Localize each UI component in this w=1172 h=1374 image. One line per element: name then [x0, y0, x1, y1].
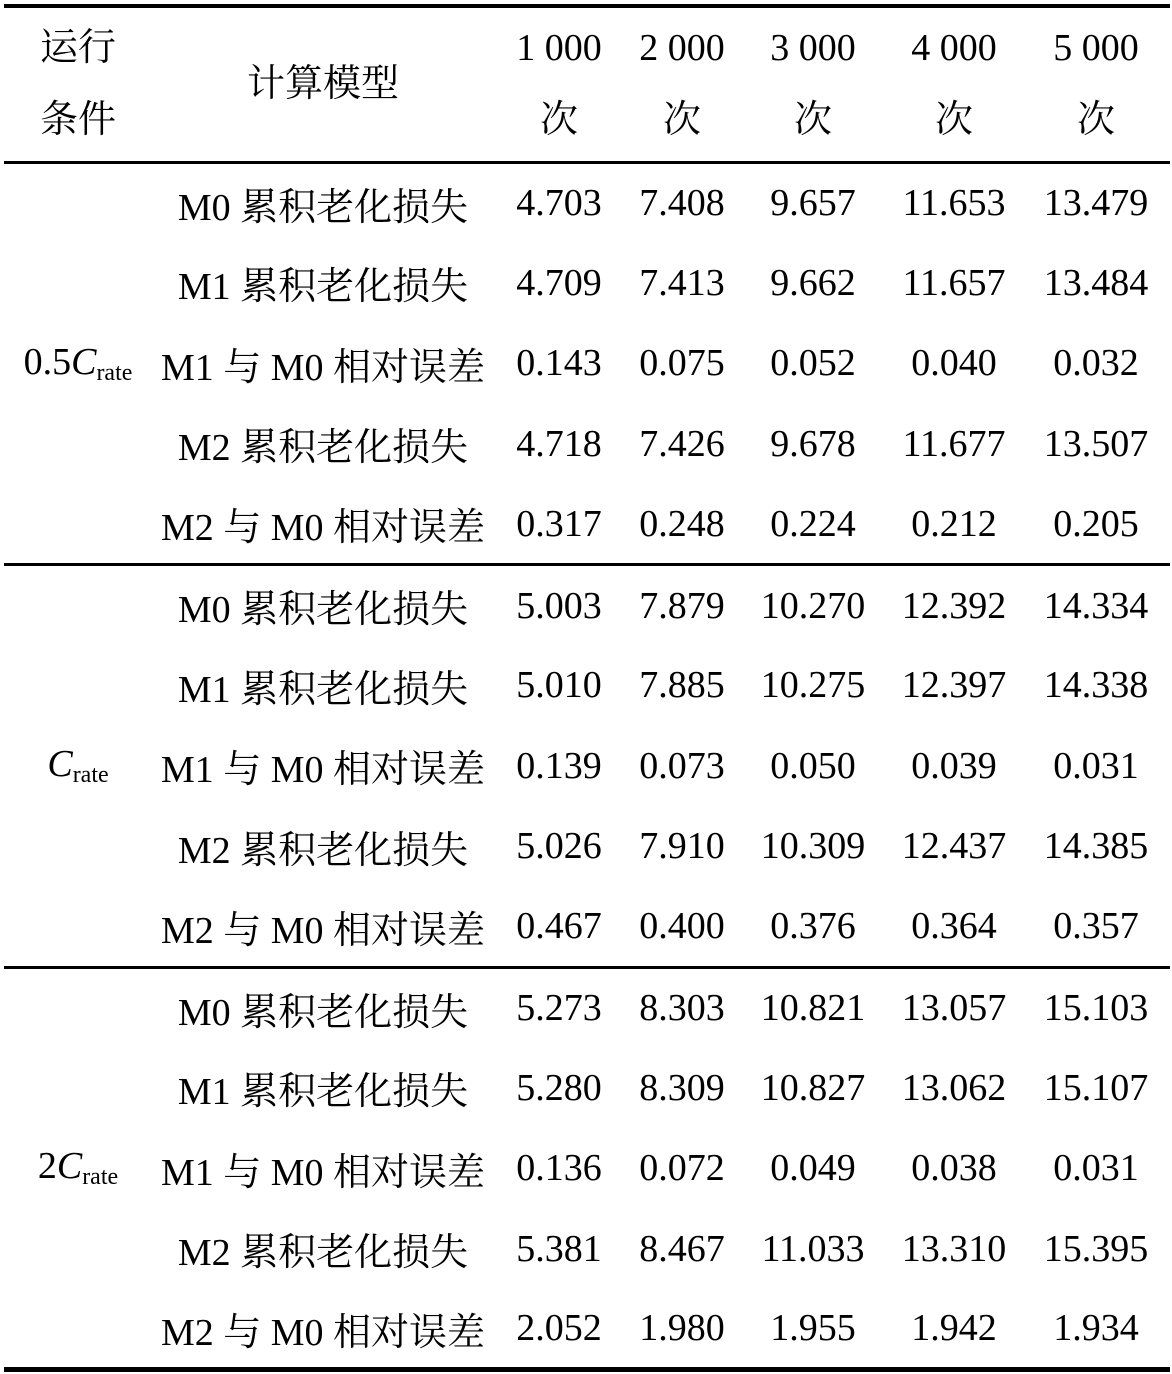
model-cell: M2 与 M0 相对误差 [160, 909, 486, 952]
header-cycle-4000: 4 000 次 [911, 27, 997, 142]
value-cell: 0.073 [639, 744, 725, 787]
value-cell: 7.885 [639, 664, 725, 707]
model-cell: M0 累积老化损失 [177, 991, 469, 1034]
value-cell: 11.653 [902, 182, 1006, 224]
value-cell: 10.821 [760, 987, 866, 1029]
value-cell: 12.392 [901, 584, 1007, 627]
value-cell: 13.310 [901, 1227, 1007, 1270]
value-cell: 4.703 [516, 182, 602, 224]
value-cell: 0.031 [1053, 1147, 1139, 1190]
condition-cell: $C_{rate}$ [47, 743, 109, 789]
value-cell: 15.103 [1043, 987, 1149, 1029]
table-row [4, 887, 1170, 968]
model-cell: M1 累积老化损失 [177, 1071, 469, 1114]
model-cell: M1 与 M0 相对误差 [160, 749, 486, 792]
value-cell: 0.205 [1053, 502, 1139, 545]
value-cell: 14.338 [1043, 664, 1149, 707]
value-cell: 0.224 [770, 502, 856, 545]
model-cell: M0 累积老化损失 [177, 186, 469, 229]
table-header [4, 6, 1170, 162]
table-row [4, 1048, 1170, 1129]
value-cell: 2.052 [516, 1307, 602, 1349]
value-cell: 9.657 [770, 182, 856, 224]
value-cell: 0.364 [911, 905, 997, 947]
model-cell: M2 累积老化损失 [177, 829, 469, 872]
aging-loss-table [4, 4, 1170, 1372]
value-cell: 1.942 [911, 1307, 997, 1349]
value-cell: 13.062 [901, 1066, 1007, 1109]
condition-group [4, 967, 1170, 1370]
header-cycle-3000: 3 000 次 [770, 27, 856, 142]
value-cell: 0.052 [770, 342, 856, 385]
value-cell: 0.212 [911, 502, 997, 545]
value-cell: 0.072 [639, 1147, 725, 1190]
value-cell: 10.309 [760, 825, 866, 868]
value-cell: 15.107 [1043, 1066, 1149, 1109]
model-cell: M2 与 M0 相对误差 [160, 507, 486, 549]
value-cell: 5.003 [516, 584, 602, 627]
value-cell: 13.484 [1043, 261, 1149, 304]
value-cell: 10.827 [760, 1066, 866, 1109]
value-cell: 0.467 [516, 905, 602, 947]
value-cell: 7.910 [639, 825, 725, 868]
model-cell: M1 与 M0 相对误差 [160, 1151, 486, 1194]
value-cell: 5.280 [516, 1066, 602, 1109]
value-cell: 5.026 [516, 825, 602, 868]
value-cell: 0.357 [1053, 905, 1139, 947]
value-cell: 12.397 [901, 664, 1007, 707]
value-cell: 10.275 [760, 664, 866, 707]
value-cell: 4.709 [516, 261, 602, 304]
table-row [4, 967, 1170, 1048]
value-cell: 7.408 [639, 182, 725, 224]
value-cell: 0.317 [516, 502, 602, 545]
value-cell: 10.270 [760, 584, 866, 627]
table-row [4, 1209, 1170, 1290]
value-cell: 11.677 [902, 422, 1006, 465]
condition-group [4, 565, 1170, 968]
value-cell: 8.303 [639, 987, 725, 1029]
condition-cell: $2C_{rate}$ [37, 1145, 119, 1191]
value-cell: 7.879 [639, 584, 725, 627]
value-cell: 14.334 [1043, 584, 1149, 627]
value-cell: 5.273 [516, 987, 602, 1029]
table-row [4, 726, 1170, 807]
header-cycle-5000: 5 000 次 [1053, 27, 1139, 142]
value-cell: 7.413 [639, 261, 725, 304]
value-cell: 0.139 [516, 744, 602, 787]
value-cell: 13.507 [1043, 422, 1149, 465]
value-cell: 11.657 [902, 261, 1006, 304]
value-cell: 0.040 [911, 342, 997, 385]
table-row [4, 484, 1170, 565]
value-cell: 7.426 [639, 422, 725, 465]
table-row [4, 1289, 1170, 1370]
table-row [4, 1128, 1170, 1209]
value-cell: 0.031 [1053, 744, 1139, 787]
header-cycle-2000: 2 000 次 [639, 27, 725, 142]
header-model: 计算模型 [246, 63, 399, 106]
value-cell: 12.437 [901, 825, 1007, 868]
value-cell: 0.039 [911, 744, 997, 787]
value-cell: 14.385 [1043, 825, 1149, 868]
value-cell: 0.032 [1053, 342, 1139, 385]
value-cell: 13.057 [901, 987, 1007, 1029]
value-cell: 15.395 [1043, 1227, 1149, 1270]
value-cell: 0.075 [639, 342, 725, 385]
value-cell: 11.033 [761, 1227, 865, 1270]
model-cell: M2 累积老化损失 [177, 427, 469, 470]
value-cell: 13.479 [1043, 182, 1149, 224]
value-cell: 0.400 [639, 905, 725, 947]
model-cell: M2 累积老化损失 [177, 1232, 469, 1275]
value-cell: 0.038 [911, 1147, 997, 1190]
model-cell: M0 累积老化损失 [177, 589, 469, 631]
table-row [4, 162, 1170, 243]
table-row [4, 806, 1170, 887]
model-cell: M1 累积老化损失 [177, 668, 469, 711]
model-cell: M1 与 M0 相对误差 [160, 346, 486, 389]
value-cell: 0.136 [516, 1147, 602, 1190]
table-row [4, 404, 1170, 485]
header-cycle-1000: 1 000 次 [516, 27, 602, 142]
value-cell: 4.718 [516, 422, 602, 465]
value-cell: 0.143 [516, 342, 602, 385]
value-cell: 0.050 [770, 744, 856, 787]
header-condition: 运行 条件 [39, 27, 116, 142]
value-cell: 0.376 [770, 905, 856, 947]
value-cell: 5.381 [516, 1227, 602, 1270]
condition-group [4, 162, 1170, 565]
value-cell: 1.980 [639, 1307, 725, 1349]
value-cell: 8.467 [639, 1227, 725, 1270]
table-row [4, 565, 1170, 646]
value-cell: 5.010 [516, 664, 602, 707]
value-cell: 1.955 [770, 1307, 856, 1349]
condition-cell: $0.5C_{rate}$ [23, 340, 133, 386]
value-cell: 9.678 [770, 422, 856, 465]
table-row [4, 323, 1170, 404]
value-cell: 0.248 [639, 502, 725, 545]
table-row [4, 645, 1170, 726]
value-cell: 8.309 [639, 1066, 725, 1109]
value-cell: 9.662 [770, 261, 856, 304]
value-cell: 1.934 [1053, 1307, 1139, 1349]
value-cell: 0.049 [770, 1147, 856, 1190]
table-row [4, 243, 1170, 324]
model-cell: M2 与 M0 相对误差 [160, 1311, 486, 1354]
model-cell: M1 累积老化损失 [177, 266, 469, 309]
